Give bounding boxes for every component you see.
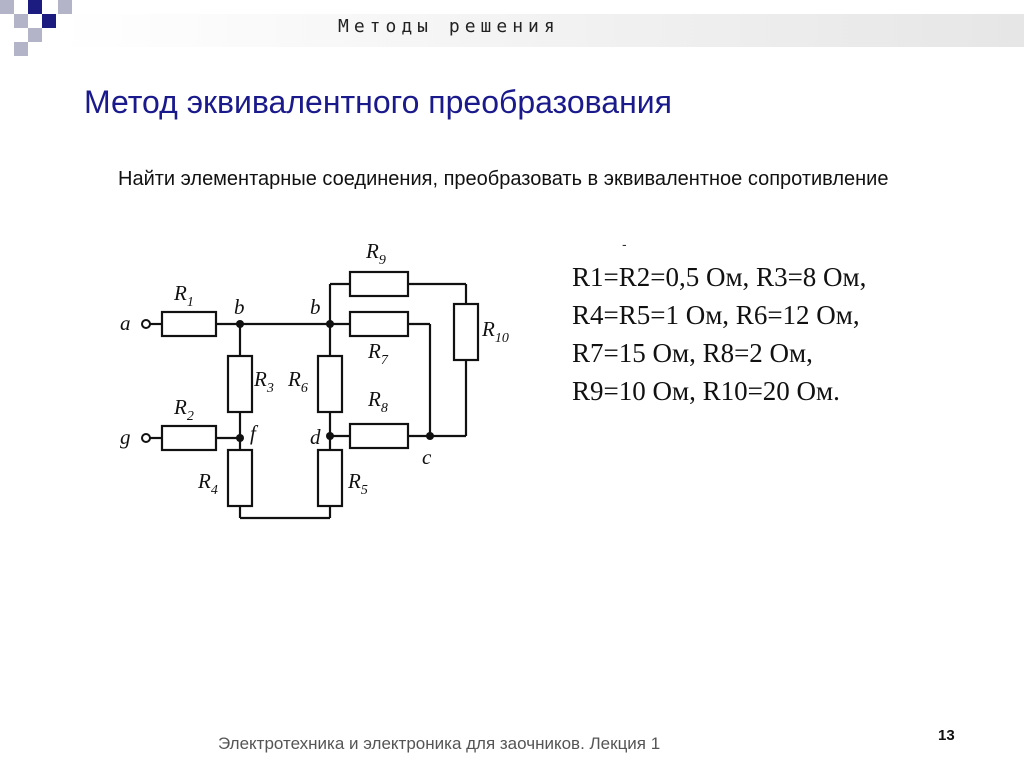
resistor-r6	[318, 356, 342, 412]
label-r5: $R_5$	[348, 469, 368, 498]
page-number: 13	[938, 727, 955, 744]
label-r1: $R_1$	[174, 281, 194, 310]
resistor-r9	[350, 272, 408, 296]
stray-mark: -	[622, 236, 627, 252]
resistor-r10	[454, 304, 478, 360]
node-c	[426, 432, 434, 440]
resistor-r8	[350, 424, 408, 448]
terminal-a	[142, 320, 150, 328]
label-node-g: g	[120, 425, 131, 449]
node-f	[236, 434, 244, 442]
footer-text: Электротехника и электроника для заочников. Лекция 1	[218, 734, 661, 753]
label-node-b1: b	[234, 295, 245, 319]
label-node-b2: b	[310, 295, 321, 319]
label-node-f: f	[250, 421, 256, 445]
label-node-d: d	[310, 425, 321, 449]
label-r10: $R_{10}$	[482, 317, 509, 346]
slide-title: Метод эквивалентного преобразования	[84, 84, 672, 120]
circuit-diagram	[112, 228, 532, 528]
values-line-2: R4=R5=1 Ом, R6=12 Ом,	[572, 300, 860, 330]
label-r3: $R_3$	[254, 367, 274, 396]
section-title: Методы решения	[338, 16, 560, 37]
label-r9: $R_9$	[366, 239, 386, 268]
node-d	[326, 432, 334, 440]
resistor-r2	[162, 426, 216, 450]
node-b-left	[236, 320, 244, 328]
values-line-1: R1=R2=0,5 Ом, R3=8 Ом,	[572, 262, 867, 292]
label-r4: $R_4$	[198, 469, 218, 498]
values-line-3: R7=15 Ом, R8=2 Ом,	[572, 338, 813, 368]
label-r7: $R_7$	[368, 339, 388, 368]
label-r8: $R_8$	[368, 387, 388, 416]
label-node-a: a	[120, 311, 131, 335]
label-node-c: c	[422, 445, 432, 469]
label-r6: $R_6$	[288, 367, 308, 396]
resistor-r4	[228, 450, 252, 506]
node-b-right	[326, 320, 334, 328]
resistor-r3	[228, 356, 252, 412]
values-line-4: R9=10 Ом, R10=20 Ом.	[572, 376, 840, 406]
resistor-r5	[318, 450, 342, 506]
resistor-r1	[162, 312, 216, 336]
resistance-values	[572, 258, 972, 410]
terminal-g	[142, 434, 150, 442]
label-r2: $R_2$	[174, 395, 194, 424]
task-text: Найти элементарные соединения, преобразовать в эквивалентное сопротивление	[118, 168, 889, 190]
resistor-r7	[350, 312, 408, 336]
